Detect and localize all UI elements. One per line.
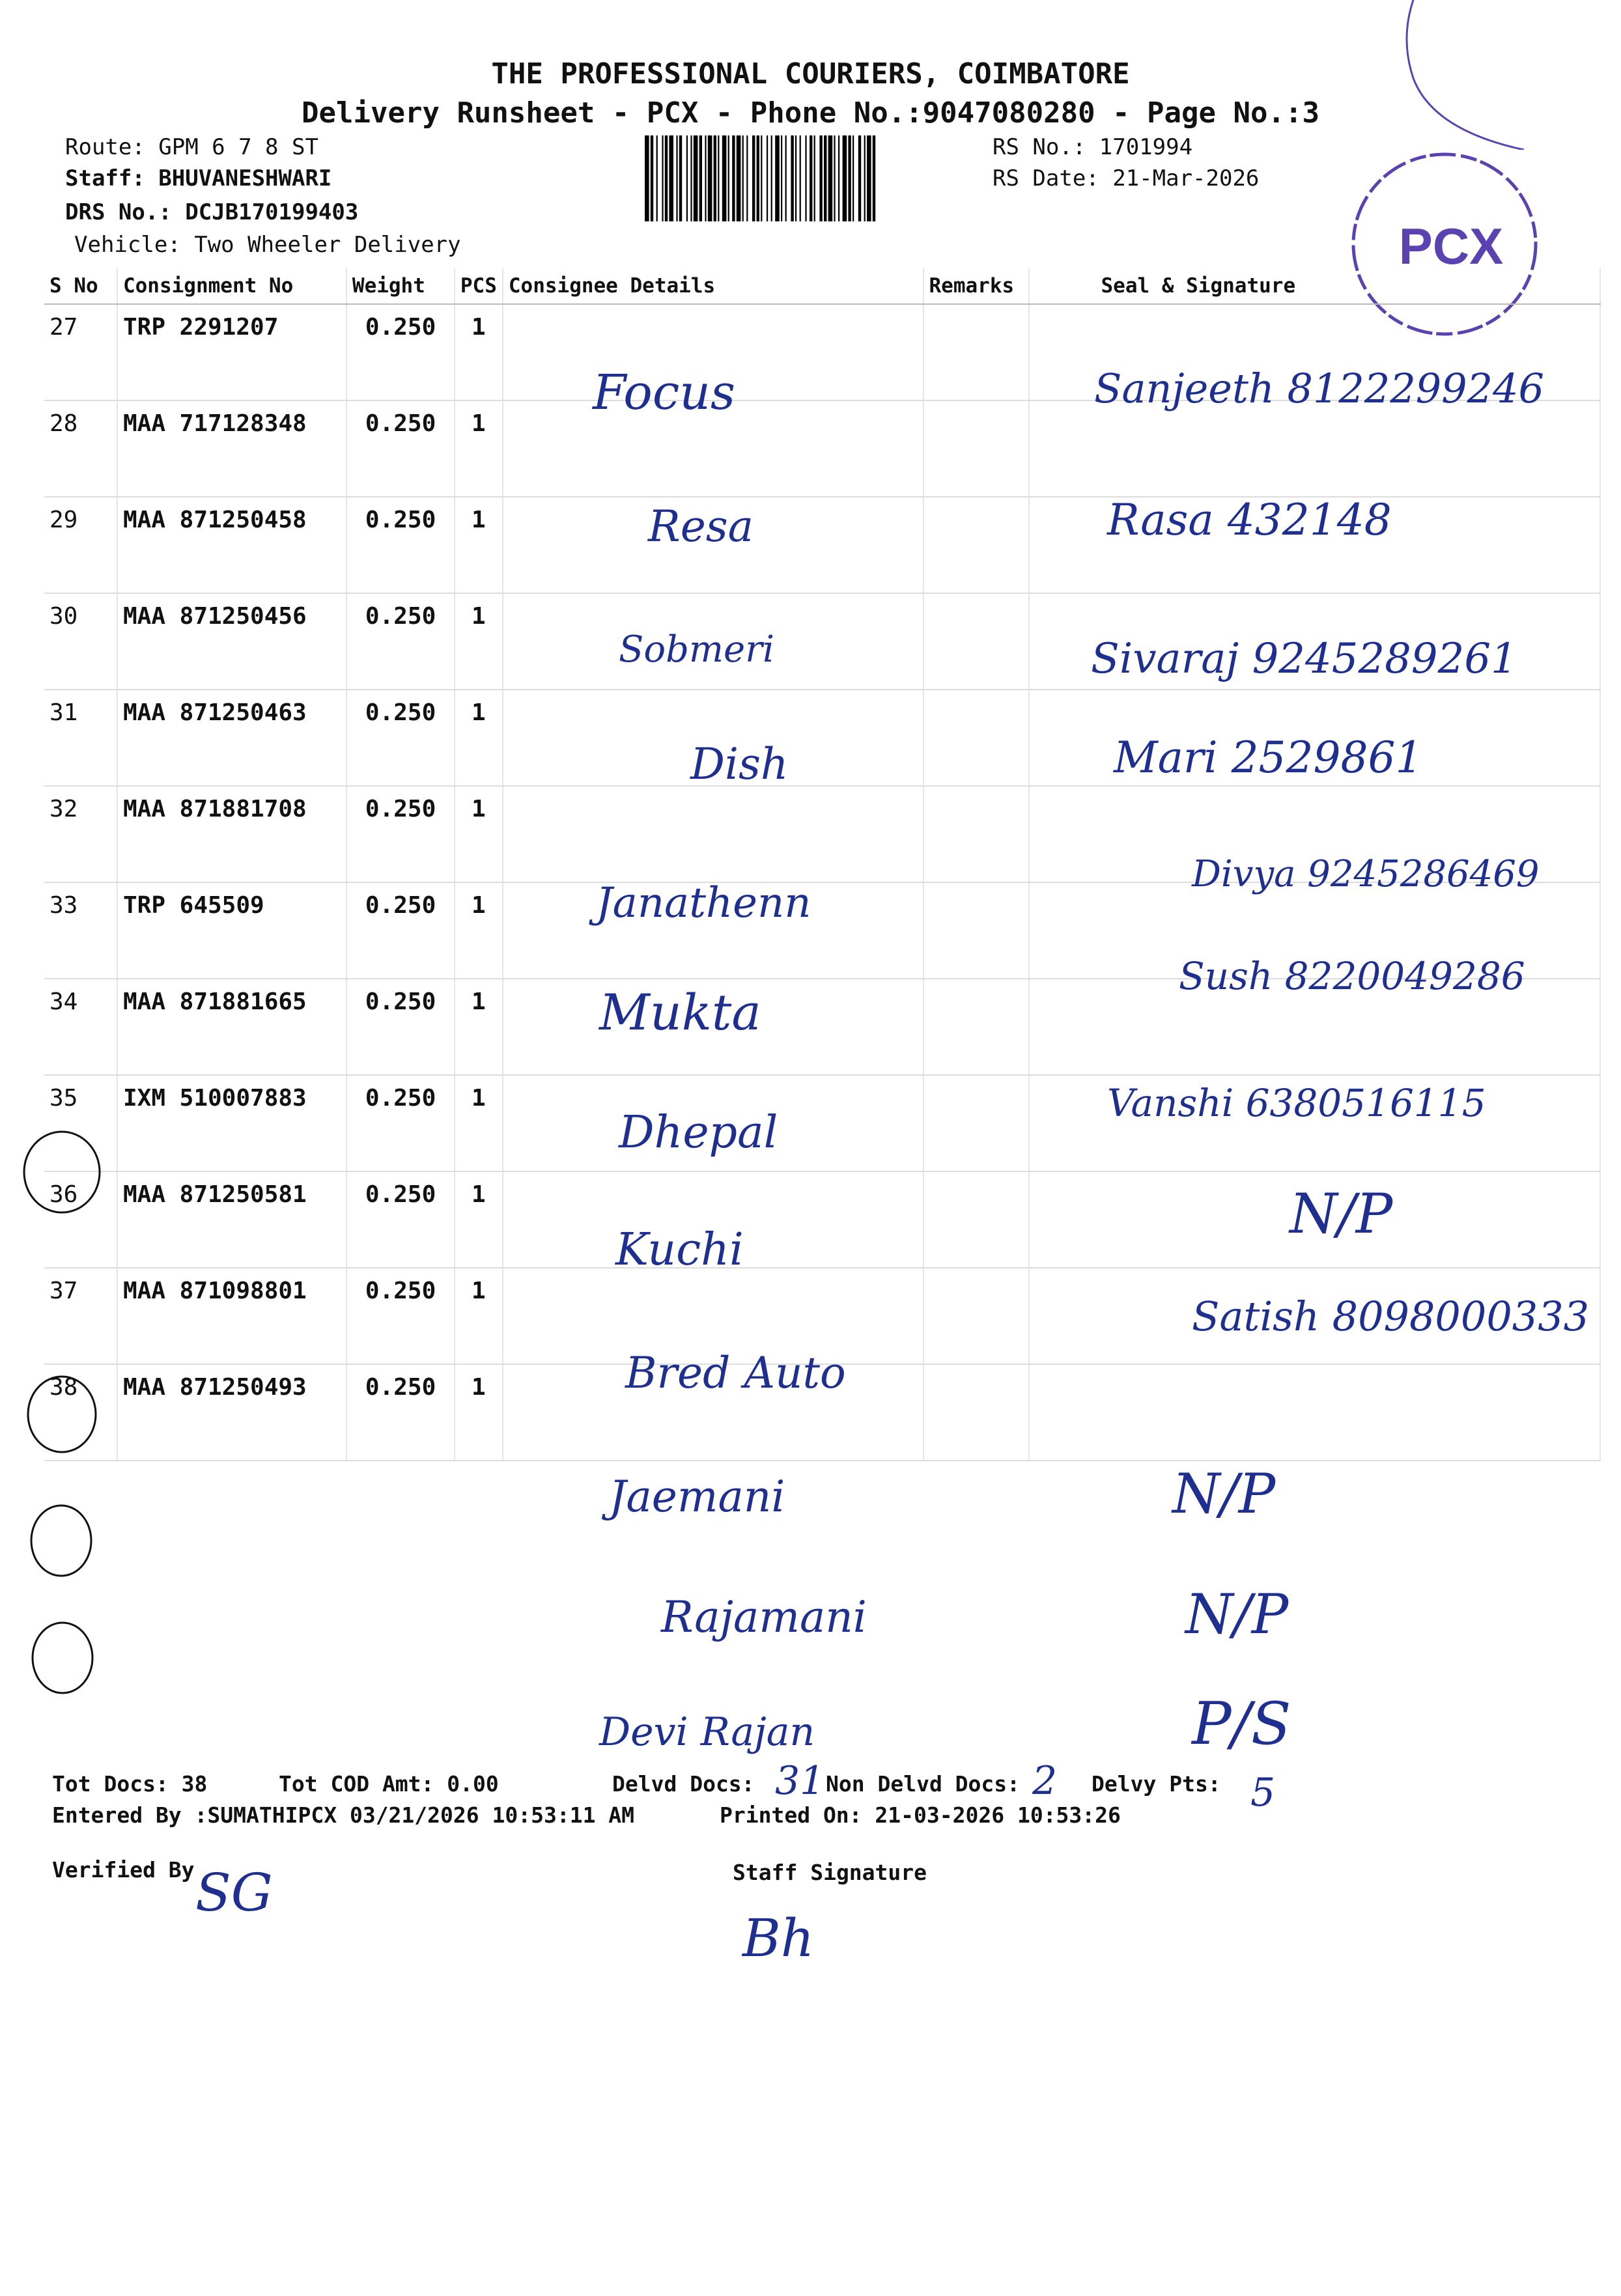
cell-pcs: 1 [455, 304, 503, 400]
circle-mark-36 [20, 1367, 104, 1459]
hand-consignee-34: Kuchi [615, 1224, 744, 1276]
cell-pcs: 1 [455, 593, 503, 690]
cell-remarks [923, 786, 1029, 882]
hand-staff-signature: Bh [742, 1908, 815, 1968]
table-header [44, 268, 1600, 304]
cell-weight: 0.250 [346, 497, 455, 593]
cell-weight: 0.250 [346, 1171, 455, 1268]
cell-pcs: 1 [455, 690, 503, 786]
hand-signature-37: N/P [1185, 1582, 1289, 1646]
cell-consignee [503, 786, 923, 882]
cell-pcs: 1 [455, 1171, 503, 1268]
col-consignee: Consignee Details [503, 268, 923, 304]
hand-consignee-28: Resa [648, 501, 754, 552]
tot-cod-amt: Tot COD Amt: 0.00 [279, 1771, 499, 1797]
verified-by-label: Verified By [52, 1857, 195, 1883]
col-pcs: PCS [455, 268, 503, 304]
cell-sno: 31 [44, 690, 117, 786]
col-consignment: Consignment No [117, 268, 346, 304]
hand-signature-27: Sanjeeth 8122299246 [1094, 365, 1544, 412]
cell-sno: 27 [44, 304, 117, 400]
hand-signature-34: N/P [1290, 1182, 1393, 1246]
cell-consignment-no: TRP 2291207 [117, 304, 346, 400]
stamp-text: PCX [1398, 217, 1504, 275]
cell-signature [1029, 400, 1601, 497]
cell-sno: 32 [44, 786, 117, 882]
cell-sno: 37 [44, 1268, 117, 1364]
cell-sno: 33 [44, 882, 117, 979]
cell-signature [1029, 1364, 1601, 1461]
drs-number: DRS No.: DCJB170199403 [65, 199, 359, 225]
rs-number: RS No.: 1701994 [993, 134, 1193, 160]
col-remarks: Remarks [923, 268, 1029, 304]
cell-consignment-no: MAA 871250458 [117, 497, 346, 593]
cell-remarks [923, 400, 1029, 497]
cell-pcs: 1 [455, 400, 503, 497]
delvd-docs: Delvd Docs: [612, 1771, 755, 1797]
cell-pcs: 1 [455, 1268, 503, 1364]
cell-weight: 0.250 [346, 400, 455, 497]
cell-sno: 34 [44, 979, 117, 1075]
stamp-edge-mark [1361, 0, 1596, 150]
cell-weight: 0.250 [346, 979, 455, 1075]
cell-weight: 0.250 [346, 1364, 455, 1461]
cell-sno: 28 [44, 400, 117, 497]
cell-weight: 0.250 [346, 304, 455, 400]
non-delvd-docs: Non Delvd Docs: [826, 1771, 1021, 1797]
cell-pcs: 1 [455, 497, 503, 593]
cell-consignment-no: MAA 871250581 [117, 1171, 346, 1268]
hand-consignee-33: Dhepal [619, 1107, 778, 1158]
cell-remarks [923, 1075, 1029, 1171]
hand-consignee-30: Dish [690, 739, 789, 789]
cell-consignment-no: MAA 717128348 [117, 400, 346, 497]
col-weight: Weight [346, 268, 455, 304]
cell-pcs: 1 [455, 1075, 503, 1171]
cell-consignment-no: MAA 871881665 [117, 979, 346, 1075]
cell-remarks [923, 593, 1029, 690]
cell-sno: 36 [44, 1171, 117, 1268]
hand-verified-signature: SG [195, 1862, 273, 1923]
hand-signature-28: Rasa 432148 [1107, 495, 1392, 545]
route-label: Route: GPM 6 7 8 ST [65, 134, 318, 160]
cell-consignment-no: MAA 871098801 [117, 1268, 346, 1364]
entered-by: Entered By :SUMATHIPCX 03/21/2026 10:53:11 AM [52, 1802, 635, 1828]
hand-signature-35: Satish 8098000333 [1192, 1293, 1590, 1340]
cell-consignment-no: TRP 645509 [117, 882, 346, 979]
hand-signature-38: P/S [1192, 1690, 1291, 1758]
cell-remarks [923, 1268, 1029, 1364]
cell-remarks [923, 882, 1029, 979]
runsheet-subtitle: Delivery Runsheet - PCX - Phone No.:9047080280 - Page No.:3 [302, 96, 1319, 130]
cell-consignment-no: MAA 871250493 [117, 1364, 346, 1461]
cell-sno: 29 [44, 497, 117, 593]
hand-consignee-29: Sobmeri [619, 628, 774, 671]
cell-consignment-no: MAA 871881708 [117, 786, 346, 882]
hand-signature-33: Vanshi 6380516115 [1107, 1081, 1486, 1125]
hand-signature-32: Sush 8220049286 [1179, 954, 1525, 998]
cell-sno: 35 [44, 1075, 117, 1171]
cell-remarks [923, 1171, 1029, 1268]
cell-remarks [923, 690, 1029, 786]
cell-pcs: 1 [455, 1364, 503, 1461]
cell-sno: 30 [44, 593, 117, 690]
col-signature: Seal & Signature [1029, 268, 1601, 304]
hand-signature-30: Mari 2529861 [1114, 733, 1423, 783]
cell-pcs: 1 [455, 882, 503, 979]
staff-label: Staff: BHUVANESHWARI [65, 165, 332, 191]
hand-consignee-37: Rajamani [661, 1592, 867, 1642]
hand-signature-36: N/P [1172, 1462, 1276, 1526]
cell-weight: 0.250 [346, 593, 455, 690]
cell-weight: 0.250 [346, 1075, 455, 1171]
hand-delvy-pts: 5 [1250, 1770, 1276, 1815]
cell-remarks [923, 979, 1029, 1075]
hand-consignee-32: Mukta [599, 983, 761, 1041]
barcode [645, 135, 985, 221]
cell-consignment-no: IXM 510007883 [117, 1075, 346, 1171]
hand-signature-31: Divya 9245286469 [1192, 853, 1540, 895]
staff-signature-label: Staff Signature [733, 1860, 927, 1885]
delvy-pts: Delvy Pts: [1092, 1771, 1221, 1797]
cell-pcs: 1 [455, 786, 503, 882]
cell-remarks [923, 497, 1029, 593]
cell-consignment-no: MAA 871250456 [117, 593, 346, 690]
hand-non-delvd-count: 2 [1032, 1758, 1058, 1804]
cell-weight: 0.250 [346, 882, 455, 979]
hand-consignee-36: Jaemani [609, 1472, 785, 1522]
hand-signature-29: Sivaraj 9245289261 [1091, 635, 1517, 683]
hand-consignee-38: Devi Rajan [599, 1709, 815, 1755]
vehicle-label: Vehicle: Two Wheeler Delivery [74, 232, 461, 258]
circle-mark-34 [13, 1121, 111, 1219]
printed-on: Printed On: 21-03-2026 10:53:26 [720, 1802, 1121, 1828]
hand-delvd-count: 31 [775, 1758, 825, 1804]
cell-remarks [923, 1364, 1029, 1461]
hand-consignee-27: Focus [593, 365, 735, 421]
cell-sno: 38 [44, 1364, 117, 1461]
cell-weight: 0.250 [346, 690, 455, 786]
hand-consignee-31: Janathenn [596, 879, 811, 927]
cell-pcs: 1 [455, 979, 503, 1075]
rs-date: RS Date: 21-Mar-2026 [993, 165, 1260, 191]
tot-docs: Tot Docs: 38 [52, 1771, 208, 1797]
col-sno: S No [44, 268, 117, 304]
hand-consignee-35: Bred Auto [625, 1348, 846, 1398]
cell-remarks [923, 304, 1029, 400]
cell-weight: 0.250 [346, 1268, 455, 1364]
cell-consignment-no: MAA 871250463 [117, 690, 346, 786]
cell-weight: 0.250 [346, 786, 455, 882]
circle-mark-37 [22, 1498, 100, 1582]
table-row [44, 400, 1600, 497]
circle-mark-38 [23, 1615, 102, 1700]
company-title: THE PROFESSIONAL COURIERS, COIMBATORE [491, 57, 1130, 91]
